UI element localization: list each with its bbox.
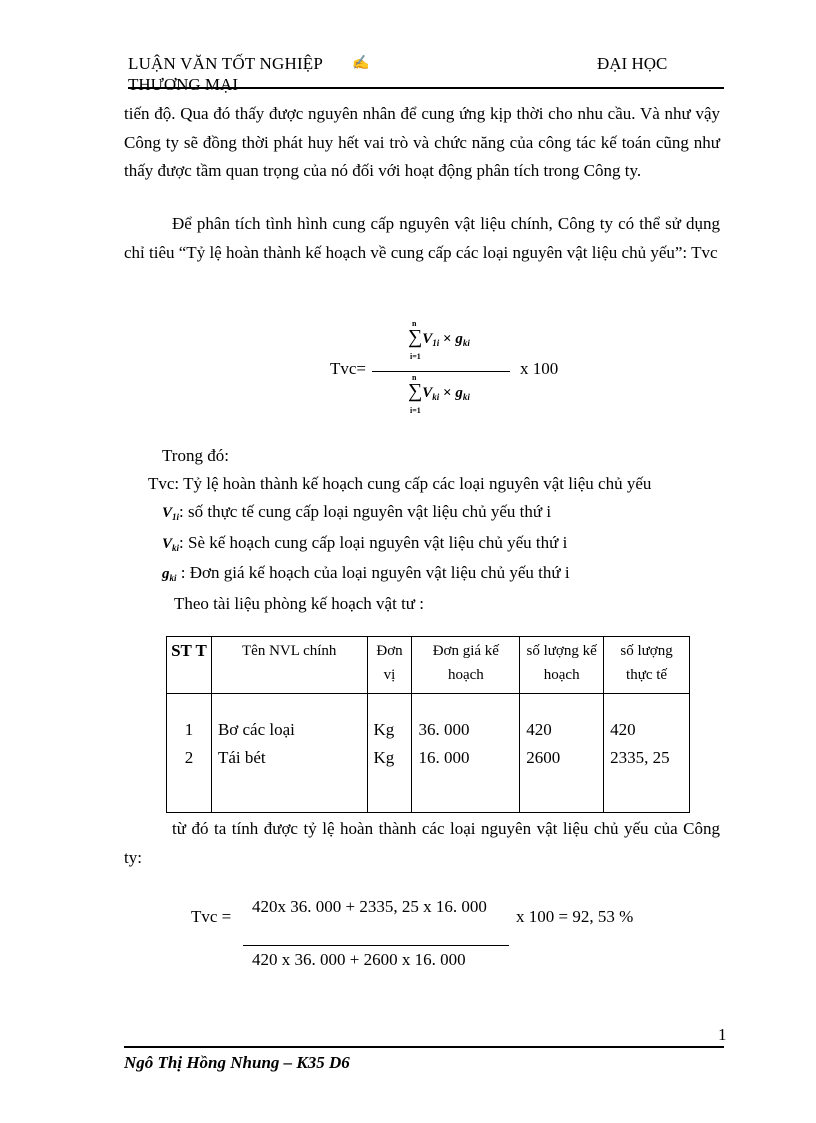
formula1-label: Tvc= [330, 359, 367, 378]
table-cell-price-2: 16. 000 [418, 748, 470, 767]
formula1-den-v-sub: ki [432, 392, 440, 402]
legend-source: Theo tài liệu phòng kế hoạch vật tư : [174, 594, 424, 613]
formula1-num-g-sub: ki [462, 338, 470, 348]
legend-vk [162, 533, 567, 553]
formula2-numerator: 420x 36. 000 + 2335, 25 x 16. 000 [252, 897, 487, 916]
formula1-num-times: × [443, 331, 452, 347]
legend-vk-symbol: V [162, 536, 173, 552]
table-cell-name-2: Tái bét [217, 748, 266, 767]
table-cell-unit [367, 694, 412, 813]
formula1-num-v: V [422, 331, 433, 347]
table-header-unit: Đơn vị [367, 637, 412, 694]
table-cell-stt [167, 694, 212, 813]
paragraph-intro-1 [124, 100, 720, 186]
table-cell-actual-1: 420 [610, 720, 636, 739]
legend-g [162, 563, 570, 583]
paragraph-intro-2-text: Để phân tích tình hình cung cấp nguyên vật liệu chính, Công ty có thể sử dụng chỉ tiêu “Tỷ lệ hoàn thành kế hoạch về cung cấp các loại nguyên vật liệu chủ yếu”: Tvc [124, 214, 720, 262]
legend-g-text: : Đơn giá kế hoạch của loại nguyên vật liệu chủ yếu thứ i [176, 563, 570, 582]
paragraph-intro-1-text: tiến độ. Qua đó thấy được nguyên nhân để cung ứng kịp thời cho nhu cầu. Và như vậy Công ty sẽ đồng thời phát huy hết vai trò và chức năng của công tác kế toán cũng như thấy được tầm quan trọng của nó đối với hoạt động phân tích trong Công ty. [124, 104, 720, 180]
formula2-fraction-bar [243, 945, 509, 946]
formula1-num-upper: n [412, 319, 417, 328]
table-cell-name [211, 694, 367, 813]
formula2-label: Tvc = [191, 907, 232, 926]
formula1-denominator [408, 380, 470, 403]
formula1-den-g-sub: ki [462, 392, 470, 402]
table-header-price: Đơn giá kế hoạch [412, 637, 520, 694]
paragraph-intro-2 [124, 210, 720, 267]
table-cell-planned [520, 694, 604, 813]
table-cell-actual-2: 2335, 25 [610, 748, 670, 767]
table-header-planned: số lượng kế hoạch [520, 637, 604, 694]
header-left-title: LUẬN VĂN TỐT NGHIỆP [128, 54, 324, 73]
formula1-multiplier: x 100 [520, 359, 559, 378]
formula2-result: x 100 = 92, 53 % [516, 907, 634, 926]
formula2-denominator: 420 x 36. 000 + 2600 x 16. 000 [252, 950, 466, 969]
formula1-fraction-bar [372, 371, 510, 372]
table-body-row [167, 694, 690, 813]
materials-table [166, 636, 690, 813]
legend-v1-text: : số thực tế cung cấp loại nguyên vật liệu chủ yếu thứ i [179, 502, 552, 521]
paragraph-result [124, 815, 720, 872]
legend-v1 [162, 502, 551, 522]
formula1-den-times: × [443, 385, 452, 401]
legend-tvc: Tvc: Tỷ lệ hoàn thành kế hoạch cung cấp các loại nguyên vật liệu chủ yếu [148, 474, 652, 493]
pen-icon: ✍ [352, 56, 370, 71]
formula1-num-v-sub: 1i [432, 338, 440, 348]
table-cell-unit-1: Kg [373, 720, 395, 739]
table-header-stt: ST T [167, 637, 212, 694]
page-number: 1 [718, 1025, 727, 1044]
legend-g-symbol: g [162, 566, 170, 582]
legend-v1-sub: 1i [172, 512, 180, 522]
header-rule [128, 87, 724, 89]
formula1-num-lower: i=1 [410, 352, 421, 361]
table-cell-unit-2: Kg [373, 748, 395, 767]
table-cell-planned-1: 420 [526, 720, 552, 739]
table-cell-stt-1: 1 [184, 720, 194, 739]
table-cell-planned-2: 2600 [526, 748, 561, 767]
table-cell-stt-2: 2 [184, 748, 194, 767]
legend-vk-sub: ki [172, 543, 180, 553]
table-cell-actual [604, 694, 690, 813]
table-header-name: Tên NVL chính [211, 637, 367, 694]
formula1-num-sum: ∑ [408, 326, 423, 348]
table-cell-price [412, 694, 520, 813]
legend-vk-text: : Sè kế hoạch cung cấp loại nguyên vật liệu chủ yếu thứ i [179, 533, 568, 552]
formula1-den-sum: ∑ [408, 380, 423, 402]
legend-title: Trong đó: [162, 446, 229, 465]
header-left-subtitle: THƯƠNG MẠI [128, 75, 238, 94]
paragraph-result-text: từ đó ta tính được tỷ lệ hoàn thành các loại nguyên vật liệu chủ yếu của Công ty: [124, 819, 720, 867]
table-cell-name-1: Bơ các loại [217, 720, 295, 739]
table-cell-price-1: 36. 000 [418, 720, 470, 739]
formula1-den-lower: i=1 [410, 406, 421, 415]
legend-v1-symbol: V [162, 505, 173, 521]
table-header-row [167, 637, 690, 694]
formula1-den-upper: n [412, 373, 417, 382]
formula1-den-g: g [455, 385, 463, 401]
footer-author: Ngô Thị Hồng Nhung – K35 D6 [124, 1053, 350, 1072]
legend-g-sub: ki [169, 573, 177, 583]
table-header-actual: số lượng thực tế [604, 637, 690, 694]
header-right-title: ĐẠI HỌC [597, 54, 668, 73]
formula1-numerator [408, 326, 470, 349]
formula1-num-g: g [455, 331, 463, 347]
formula1-den-v: V [422, 385, 433, 401]
footer-rule [124, 1046, 724, 1048]
